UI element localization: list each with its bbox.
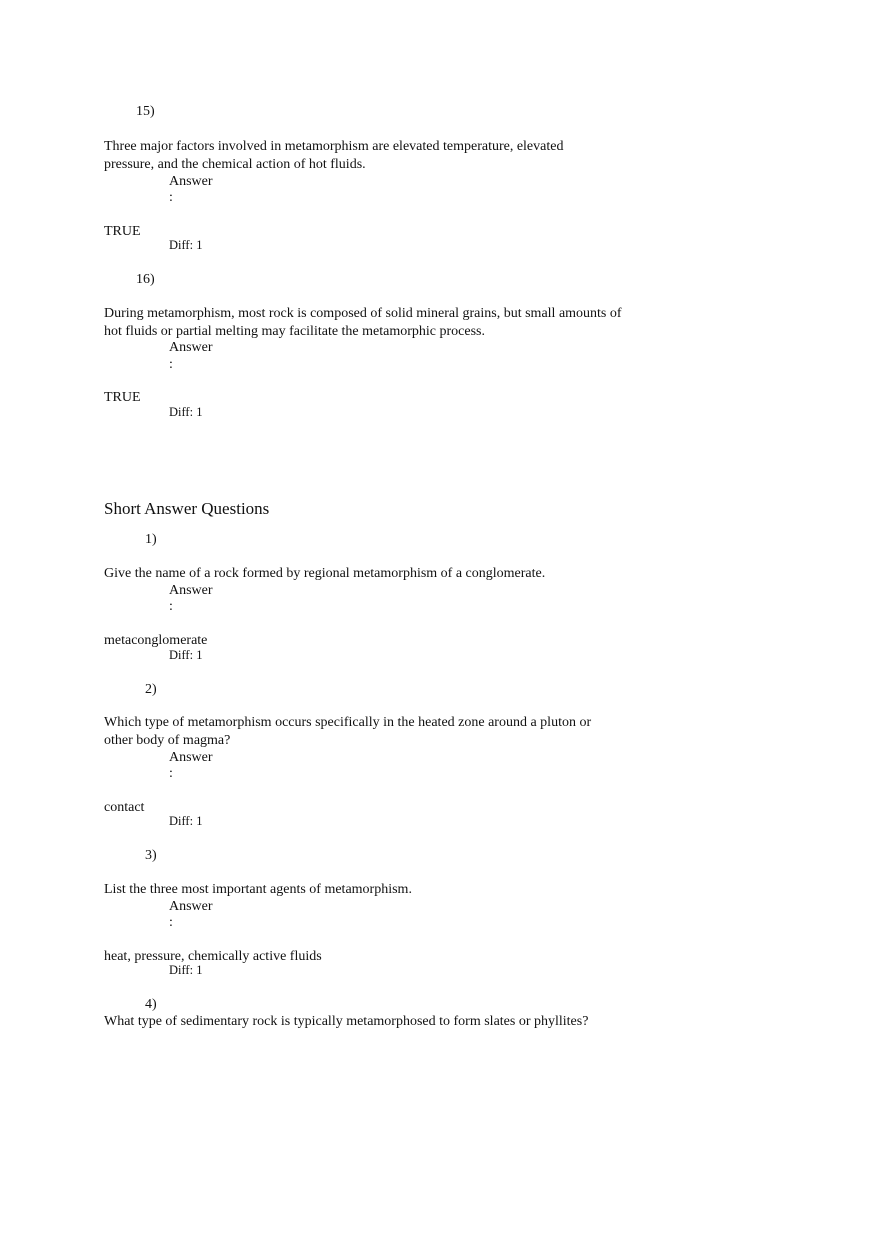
difficulty: Diff: 1	[169, 814, 203, 828]
answer-value: heat, pressure, chemically active fluids	[104, 949, 322, 964]
question-text: Three major factors involved in metamorphism are elevated temperature, elevated	[104, 139, 564, 154]
question-text: Which type of metamorphism occurs specifically in the heated zone around a pluton or	[104, 715, 592, 730]
answer-label: Answer	[169, 340, 213, 355]
answer-value: metaconglomerate	[104, 633, 208, 648]
difficulty: Diff: 1	[169, 648, 203, 662]
question-text: List the three most important agents of metamorphism.	[104, 882, 412, 897]
difficulty: Diff: 1	[169, 963, 203, 977]
question-text: Give the name of a rock formed by regional metamorphism of a conglomerate.	[104, 566, 546, 581]
question-text: During metamorphism, most rock is composed of solid mineral grains, but small amounts of	[104, 306, 622, 321]
question-text: other body of magma?	[104, 733, 231, 748]
answer-label: Answer	[169, 174, 213, 189]
question-text: What type of sedimentary rock is typically metamorphosed to form slates or phyllites?	[104, 1014, 589, 1029]
question-text: hot fluids or partial melting may facilitate the metamorphic process.	[104, 324, 485, 339]
question-number: 1)	[145, 532, 157, 547]
question-number: 3)	[145, 848, 157, 863]
answer-colon: :	[169, 915, 173, 930]
difficulty: Diff: 1	[169, 238, 203, 252]
answer-label: Answer	[169, 899, 213, 914]
answer-value: TRUE	[104, 224, 141, 239]
answer-colon: :	[169, 766, 173, 781]
answer-value: TRUE	[104, 390, 141, 405]
difficulty: Diff: 1	[169, 405, 203, 419]
question-text: pressure, and the chemical action of hot fluids.	[104, 157, 366, 172]
answer-label: Answer	[169, 750, 213, 765]
question-number: 16)	[136, 272, 155, 287]
answer-label: Answer	[169, 583, 213, 598]
question-number: 15)	[136, 104, 155, 119]
answer-colon: :	[169, 599, 173, 614]
question-number: 4)	[145, 997, 157, 1012]
answer-colon: :	[169, 190, 173, 205]
answer-value: contact	[104, 800, 145, 815]
question-number: 2)	[145, 682, 157, 697]
section-heading: Short Answer Questions	[104, 499, 270, 518]
answer-colon: :	[169, 357, 173, 372]
